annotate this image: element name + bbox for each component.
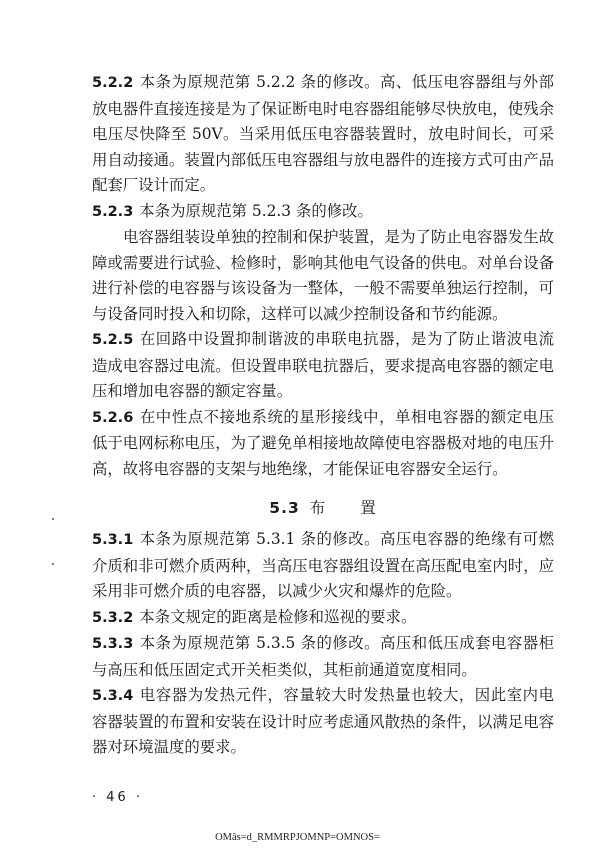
section-heading xyxy=(92,496,554,518)
clause-5-3-4 xyxy=(92,683,554,761)
clause-5-3-3 xyxy=(92,631,554,683)
clause-text: 本条为原规范第 5.3.5 条的修改。高压和低压成套电容器柜与高压和低压固定式开关柜类似，其柜前通道宽度相同。 xyxy=(92,634,554,679)
document-body xyxy=(92,70,554,761)
clause-number: 5.3.2 xyxy=(92,609,134,626)
clause-text: 本条为原规范第 5.2.3 条的修改。 xyxy=(139,201,373,220)
clause-number: 5.3.3 xyxy=(92,636,134,652)
scan-speck xyxy=(52,518,54,520)
clause-5-2-5 xyxy=(92,327,554,405)
page-number: · 46 · xyxy=(92,790,144,805)
clause-5-2-2 xyxy=(92,70,554,199)
clause-5-3-1 xyxy=(92,527,554,605)
clause-number: 5.2.5 xyxy=(92,332,134,348)
clause-5-2-6 xyxy=(92,405,554,483)
clause-text: 电容器为发热元件，容量较大时发热量也较大，因此室内电容器装置的布置和安装在设计时应考虑通风散热的条件，以满足电容器对环境温度的要求。 xyxy=(92,686,554,756)
section-title: 布 置 xyxy=(309,499,377,517)
clause-number: 5.3.1 xyxy=(92,532,134,548)
clause-number: 5.3.4 xyxy=(92,688,134,704)
clause-number: 5.2.2 xyxy=(92,75,134,91)
clause-text: 本条为原规范第 5.3.1 条的修改。高压电容器的绝缘有可燃介质和非可燃介质两种，当高压电容器组设置在高压配电室内时，应采用非可燃介质的电容器，以减少火灾和爆炸的危险。 xyxy=(92,530,554,600)
scan-speck xyxy=(52,563,54,565)
clause-text: 在中性点不接地系统的星形接线中，单相电容器的额定电压低于电网标称电压，为了避免单相接地故障使电容器极对地的电压升高，故将电容器的支架与地绝缘，才能保证电容器安全运行。 xyxy=(92,407,554,478)
clause-5-2-3 xyxy=(92,199,554,226)
section-number: 5.3 xyxy=(269,499,300,517)
clause-5-2-3-continuation: 电容器组装设单独的控制和保护装置，是为了防止电容器发生故障或需要进行试验、检修时，影响其他电气设备的供电。对单台设备进行补偿的电容器与该设备为一整体，一般不需要单独运行控制，可与设备同时投入和切除，这样可以减少控制设备和节约能源。 xyxy=(92,228,554,323)
clause-number: 5.2.3 xyxy=(92,203,134,220)
clause-5-3-2 xyxy=(92,605,554,632)
clause-text: 在回路中设置抑制谐波的串联电抗器，是为了防止谐波电流造成电容器过电流。但设置串联电抗器后，要求提高电容器的额定电压和增加电容器的额定容量。 xyxy=(92,330,554,400)
clause-number: 5.2.6 xyxy=(92,409,134,426)
clause-text: 本条文规定的距离是检修和巡视的要求。 xyxy=(139,607,417,626)
footer-code: OMâs=d_RMMRPJOMNP=OMNOS= xyxy=(215,832,380,843)
clause-text: 本条为原规范第 5.2.2 条的修改。高、低压电容器组与外部放电器件直接连接是为了保证断电时电容器组能够尽快放电，使残余电压尽快降至 50V。当采用低压电容器装置时，放电时间长，可采用自动接通。装置内部低压电容器组与放电器件的连接方式可由产品配套厂设计而定。 xyxy=(92,73,554,194)
